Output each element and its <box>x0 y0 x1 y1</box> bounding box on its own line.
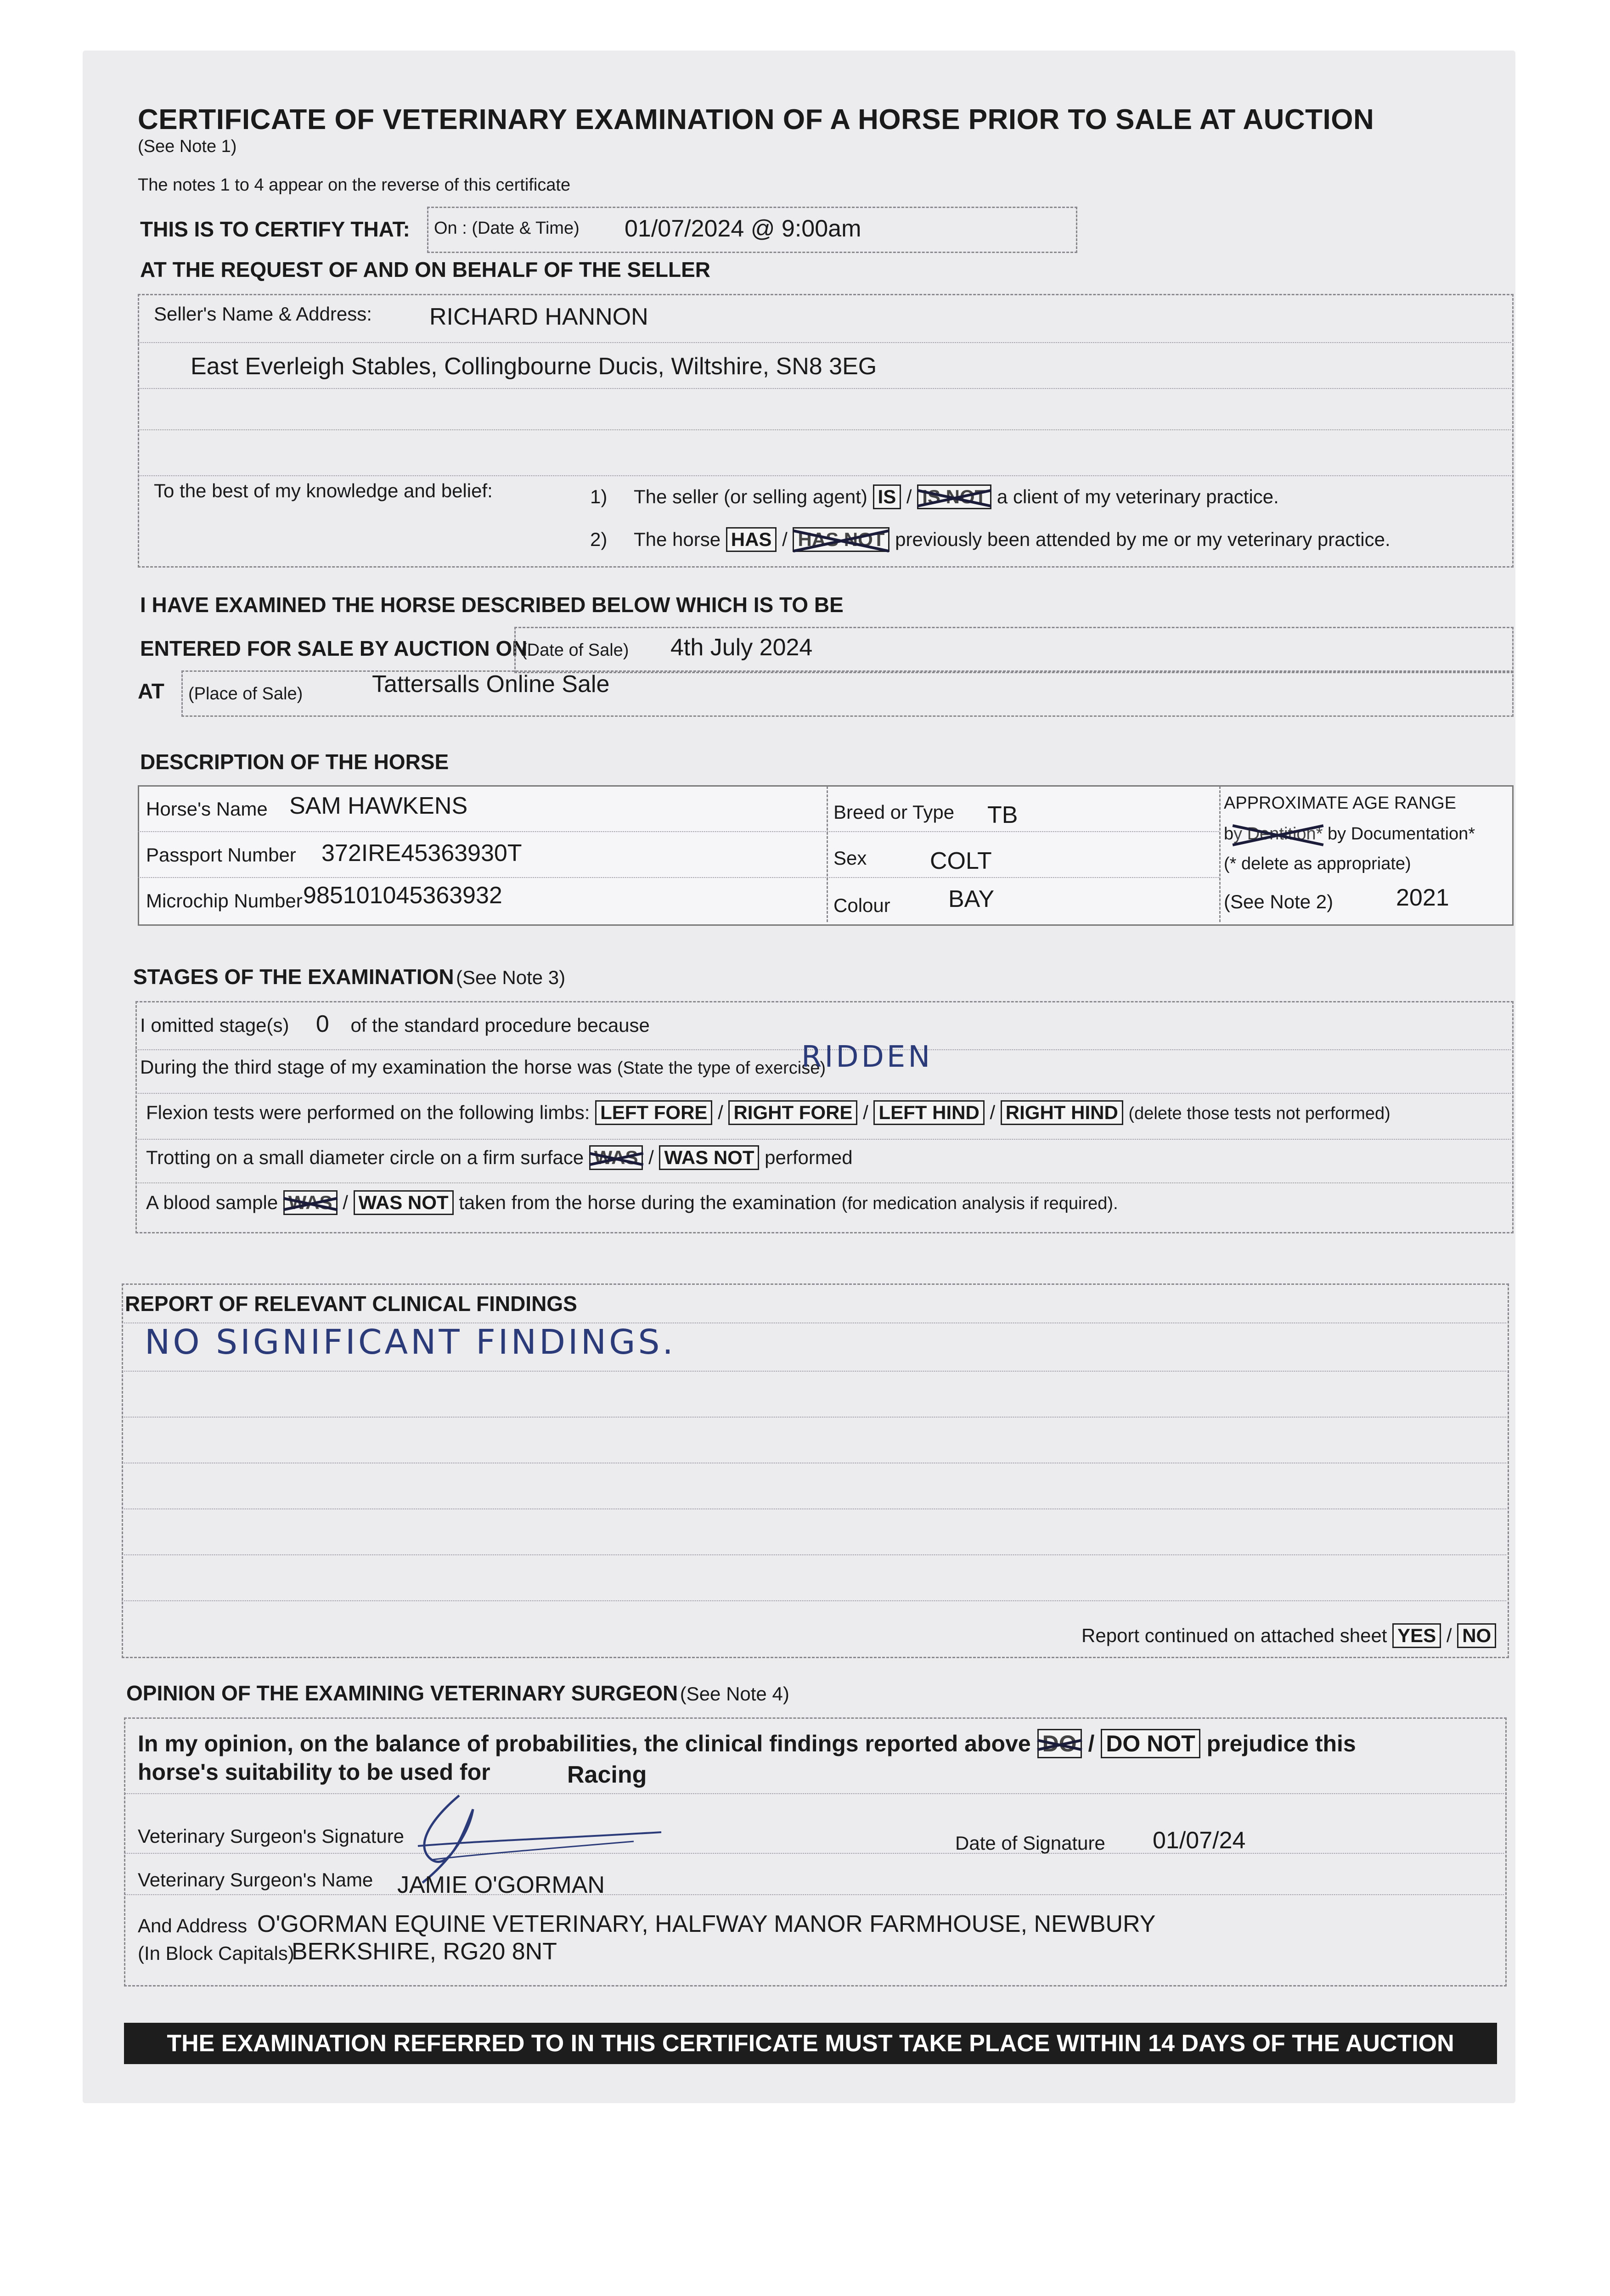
at-label: AT <box>138 679 164 703</box>
item1-number: 1) <box>590 486 608 507</box>
opinion-text-3: horse's suitability to be used for <box>138 1759 490 1785</box>
place-of-sale-value: Tattersalls Online Sale <box>372 671 610 698</box>
seller-box <box>138 294 1514 568</box>
horse-name-label: Horse's Name <box>146 798 268 820</box>
third-stage-line <box>140 1056 826 1078</box>
item1-is-not-option-struck[interactable]: IS NOT <box>917 484 991 509</box>
flexion-left-fore[interactable]: LEFT FORE <box>595 1100 712 1125</box>
trotting-was-not[interactable]: WAS NOT <box>659 1145 759 1170</box>
passport-value[interactable]: 372IRE45363930T <box>321 840 522 867</box>
blood-label: A blood sample <box>146 1192 278 1213</box>
sex-value[interactable]: COLT <box>930 848 992 874</box>
report-continued-no[interactable]: NO <box>1457 1623 1496 1648</box>
exam-datetime-value: 01/07/2024 @ 9:00am <box>625 215 861 242</box>
flexion-sep-3: / <box>990 1102 996 1123</box>
item2-number: 2) <box>590 529 608 550</box>
omitted-line <box>140 1010 650 1038</box>
examined-heading: I HAVE EXAMINED THE HORSE DESCRIBED BELOW WHICH IS TO BE <box>140 593 844 617</box>
seller-name[interactable]: RICHARD HANNON <box>429 304 648 330</box>
seller-label: Seller's Name & Address: <box>154 303 372 325</box>
colour-value[interactable]: BAY <box>948 886 995 912</box>
on-date-time-label: On : (Date & Time) <box>434 219 580 238</box>
opinion-text-1: In my opinion, on the balance of probabilities, the clinical findings reported above <box>138 1731 1031 1756</box>
footer-banner: THE EXAMINATION REFERRED TO IN THIS CERTIFICATE MUST TAKE PLACE WITHIN 14 DAYS OF THE AUCTION <box>124 2023 1497 2064</box>
certify-label: THIS IS TO CERTIFY THAT: <box>140 217 410 241</box>
opinion-do-struck[interactable]: DO <box>1037 1729 1082 1758</box>
trotting-sep: / <box>648 1147 654 1168</box>
item2-separator: / <box>782 529 788 550</box>
opinion-rule-3 <box>124 1894 1504 1895</box>
breed-value[interactable]: TB <box>987 802 1018 828</box>
signature-date-value[interactable]: 01/07/24 <box>1153 1827 1246 1854</box>
stages-rule-2 <box>135 1093 1511 1094</box>
report-rule-7 <box>122 1600 1506 1601</box>
opinion-do-not[interactable]: DO NOT <box>1101 1729 1200 1758</box>
flexion-right-hind[interactable]: RIGHT HIND <box>1001 1100 1123 1125</box>
opinion-heading-note: (See Note 4) <box>680 1683 789 1705</box>
description-rule-2 <box>138 877 1219 878</box>
description-divider-1 <box>827 786 828 922</box>
trotting-was-struck[interactable]: WAS <box>589 1145 643 1170</box>
age-dentition-struck[interactable]: y Dentition* <box>1233 824 1323 844</box>
third-stage-label: During the third stage of my examination the horse was <box>140 1056 612 1078</box>
blood-was-not[interactable]: WAS NOT <box>354 1190 454 1215</box>
report-continued-sep: / <box>1446 1625 1452 1646</box>
item2-text-end: previously been attended by me or my veterinary practice. <box>895 529 1390 550</box>
opinion-rule-1 <box>124 1793 1504 1794</box>
flexion-left-hind[interactable]: LEFT HIND <box>873 1100 984 1125</box>
date-of-sale-value: 4th July 2024 <box>670 634 813 661</box>
item1-is-option[interactable]: IS <box>873 484 901 509</box>
see-note-1: (See Note 1) <box>138 137 237 156</box>
item2-has-option[interactable]: HAS <box>726 527 777 552</box>
entered-for-sale-heading: ENTERED FOR SALE BY AUCTION ON <box>140 636 528 660</box>
blood-was-struck[interactable]: WAS <box>283 1190 338 1215</box>
certificate-title: CERTIFICATE OF VETERINARY EXAMINATION OF A HORSE PRIOR TO SALE AT AUCTION <box>138 104 1374 135</box>
breed-label: Breed or Type <box>833 801 955 823</box>
blood-end: taken from the horse during the examination <box>459 1192 837 1213</box>
seller-rule-4 <box>138 475 1511 476</box>
description-rule-1 <box>138 831 1219 832</box>
date-of-sale-box[interactable] <box>514 627 1514 673</box>
flexion-note: (delete those tests not performed) <box>1128 1104 1390 1123</box>
trotting-label: Trotting on a small diameter circle on a firm surface <box>146 1147 584 1168</box>
report-continued-label: Report continued on attached sheet <box>1081 1625 1387 1646</box>
stages-rule-4 <box>135 1182 1511 1183</box>
report-continued-yes[interactable]: YES <box>1392 1623 1441 1648</box>
address-block-capitals: (In Block Capitals) <box>138 1942 294 1964</box>
third-stage-note: (State the type of exercise) <box>617 1058 826 1078</box>
stages-heading-line <box>133 964 565 989</box>
flexion-right-fore[interactable]: RIGHT FORE <box>728 1100 857 1125</box>
description-heading: DESCRIPTION OF THE HORSE <box>140 750 449 774</box>
age-by-documentation[interactable]: by Documentation* <box>1328 824 1475 844</box>
notes-line: The notes 1 to 4 appear on the reverse of this certificate <box>138 175 571 195</box>
opinion-rule-2 <box>124 1853 1504 1854</box>
seller-rule-2 <box>138 388 1511 389</box>
blood-sep: / <box>343 1192 348 1213</box>
report-continued-line <box>1081 1623 1496 1648</box>
age-by-prefix: b <box>1224 824 1234 844</box>
item1-separator: / <box>906 486 912 507</box>
opinion-text-2: prejudice this <box>1206 1731 1356 1756</box>
report-rule-6 <box>122 1554 1506 1555</box>
knowledge-item2 <box>590 527 1390 552</box>
stages-heading: STAGES OF THE EXAMINATION <box>133 965 454 989</box>
report-rule-5 <box>122 1508 1506 1509</box>
item1-text: The seller (or selling agent) <box>633 486 867 507</box>
omitted-value[interactable]: 0 <box>315 1011 329 1037</box>
item2-text: The horse <box>633 529 721 550</box>
description-divider-2 <box>1219 786 1221 922</box>
seller-address[interactable]: East Everleigh Stables, Collingbourne Ducis, Wiltshire, SN8 3EG <box>191 353 877 380</box>
surgeon-name-label: Veterinary Surgeon's Name <box>138 1869 373 1891</box>
knowledge-label: To the best of my knowledge and belief: <box>154 480 493 501</box>
report-findings-handwritten[interactable]: NO SIGNIFICANT FINDINGS. <box>145 1322 676 1362</box>
age-value[interactable]: 2021 <box>1396 884 1449 911</box>
stages-heading-note: (See Note 3) <box>456 967 566 988</box>
stages-rule-3 <box>135 1139 1511 1140</box>
request-heading: AT THE REQUEST OF AND ON BEHALF OF THE SELLER <box>140 258 710 281</box>
opinion-statement-line2 <box>138 1759 490 1785</box>
flexion-label: Flexion tests were performed on the following limbs: <box>146 1102 590 1123</box>
microchip-label: Microchip Number <box>146 890 303 912</box>
age-delete-note: (* delete as appropriate) <box>1224 854 1411 873</box>
opinion-use-value[interactable]: Racing <box>567 1761 647 1788</box>
knowledge-item1 <box>590 484 1279 509</box>
sex-label: Sex <box>833 847 867 869</box>
seller-rule-3 <box>138 429 1511 430</box>
signature-date-label: Date of Signature <box>955 1832 1105 1854</box>
report-heading: REPORT OF RELEVANT CLINICAL FINDINGS <box>125 1292 577 1316</box>
opinion-statement-line1 <box>138 1729 1356 1758</box>
place-of-sale-label: (Place of Sale) <box>188 684 303 703</box>
seller-rule-1 <box>138 342 1511 343</box>
flexion-sep-1: / <box>718 1102 723 1123</box>
item2-has-not-option-struck[interactable]: HAS NOT <box>793 527 889 552</box>
trotting-line <box>146 1145 853 1170</box>
horse-name-value[interactable]: SAM HAWKENS <box>289 793 468 819</box>
address-line-1[interactable]: O'GORMAN EQUINE VETERINARY, HALFWAY MANOR FARMHOUSE, NEWBURY <box>257 1911 1156 1937</box>
opinion-heading: OPINION OF THE EXAMINING VETERINARY SURGEON <box>126 1681 678 1705</box>
opinion-sep: / <box>1088 1731 1095 1756</box>
age-see-note: (See Note 2) <box>1224 891 1334 912</box>
item1-text-end: a client of my veterinary practice. <box>996 486 1279 507</box>
opinion-heading-line <box>126 1681 789 1705</box>
date-of-sale-label: (Date of Sale) <box>521 641 629 660</box>
age-range-heading: APPROXIMATE AGE RANGE <box>1224 793 1457 813</box>
passport-label: Passport Number <box>146 844 296 866</box>
omitted-label: I omitted stage(s) <box>140 1014 289 1036</box>
omitted-reason-label: of the standard procedure because <box>350 1014 650 1036</box>
flexion-line <box>146 1100 1390 1125</box>
microchip-value[interactable]: 985101045363932 <box>303 882 502 909</box>
age-method-line <box>1224 824 1475 844</box>
address-label: And Address <box>138 1915 248 1936</box>
report-rule-2 <box>122 1371 1506 1372</box>
trotting-end: performed <box>765 1147 853 1168</box>
blood-note: (for medication analysis if required). <box>841 1194 1118 1213</box>
flexion-sep-2: / <box>863 1102 868 1123</box>
report-rule-3 <box>122 1417 1506 1418</box>
colour-label: Colour <box>833 895 890 916</box>
signature-label: Veterinary Surgeon's Signature <box>138 1825 405 1847</box>
third-stage-exercise-handwritten[interactable]: RIDDEN <box>801 1040 933 1074</box>
blood-line <box>146 1190 1118 1215</box>
surgeon-name-value[interactable]: JAMIE O'GORMAN <box>397 1872 605 1898</box>
address-line-2[interactable]: BERKSHIRE, RG20 8NT <box>292 1938 557 1965</box>
